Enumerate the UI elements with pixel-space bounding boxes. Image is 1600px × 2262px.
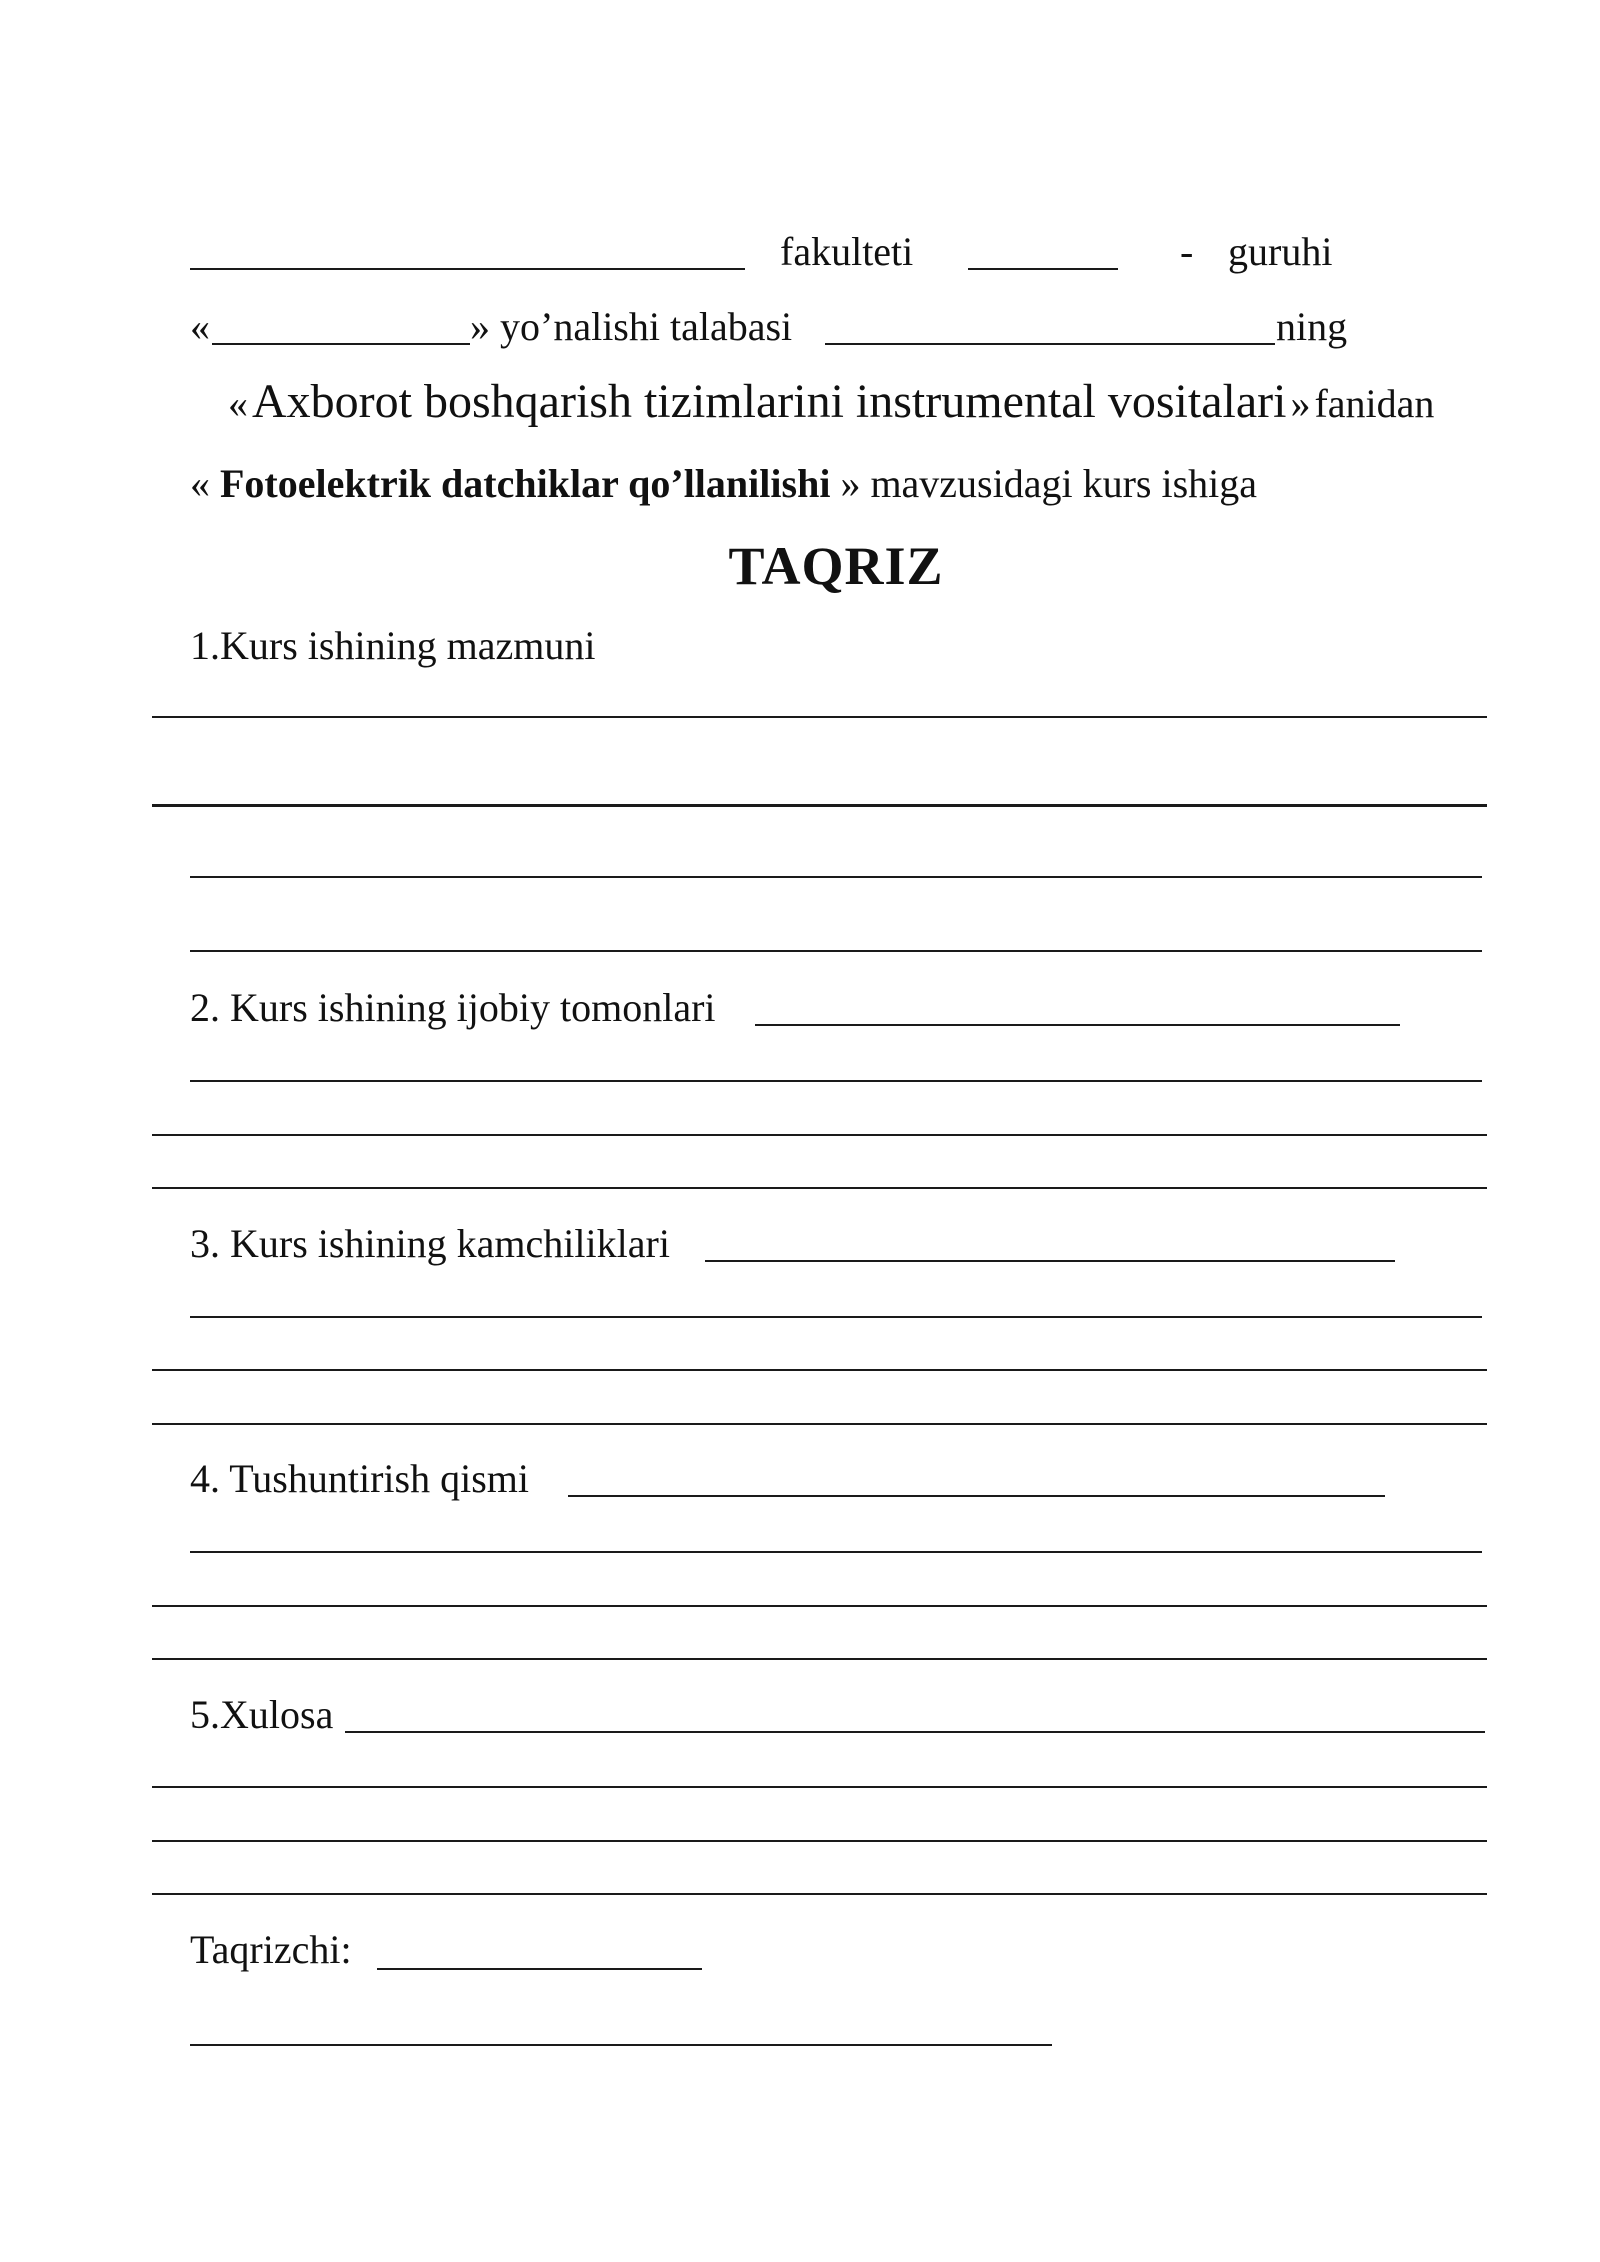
section-2-label: 2. Kurs ishining ijobiy tomonlari — [190, 985, 716, 1030]
page-title: TAQRIZ — [728, 536, 944, 596]
reviewer-signature-blank[interactable] — [190, 2044, 1052, 2046]
reviewer-label: Taqrizchi: — [190, 1927, 352, 1972]
section-3-inline-blank[interactable] — [705, 1260, 1395, 1262]
direction-quote-open: « — [190, 304, 210, 349]
section-4-answer-line-1[interactable] — [190, 1551, 1482, 1553]
group-blank[interactable] — [968, 268, 1118, 270]
faculty-blank[interactable] — [190, 268, 745, 270]
topic-line — [190, 460, 1257, 508]
subject-line — [228, 374, 1434, 430]
section-2-answer-line-1[interactable] — [190, 1080, 1482, 1082]
section-3-answer-line-2[interactable] — [152, 1369, 1487, 1371]
section-1-answer-line-4[interactable] — [190, 950, 1482, 952]
direction-text: » yo’nalishi talabasi — [470, 304, 793, 349]
section-4-inline-blank[interactable] — [568, 1495, 1385, 1497]
section-4-label: 4. Tushuntirish qismi — [190, 1456, 530, 1501]
section-1-answer-line-1[interactable] — [152, 716, 1487, 718]
section-3-answer-line-3[interactable] — [152, 1423, 1487, 1425]
student-ning-suffix: ning — [1276, 304, 1348, 349]
student-name-blank[interactable] — [825, 343, 1275, 345]
section-3-label: 3. Kurs ishining kamchiliklari — [190, 1221, 670, 1266]
topic-suffix: » mavzusidagi kurs ishiga — [840, 461, 1258, 506]
subject-suffix: fanidan — [1314, 381, 1435, 426]
section-1-answer-line-2[interactable] — [152, 804, 1487, 807]
faculty-suffix: fakulteti — [780, 229, 914, 274]
section-3-answer-line-1[interactable] — [190, 1316, 1482, 1318]
section-5-label: 5.Xulosa — [190, 1692, 334, 1737]
section-5-answer-line-2[interactable] — [152, 1840, 1487, 1842]
section-5-answer-line-1[interactable] — [152, 1786, 1487, 1788]
subject-name: Axborot boshqarish tizimlarini instrumental vositalari — [252, 375, 1287, 428]
topic-name: Fotoelektrik datchiklar qo’llanilishi — [220, 461, 831, 506]
section-1-answer-line-3[interactable] — [190, 876, 1482, 878]
section-1-label: 1.Kurs ishining mazmuni — [190, 623, 596, 668]
group-suffix: guruhi — [1228, 229, 1333, 274]
topic-quote-open: « — [190, 461, 210, 506]
section-5-answer-line-3[interactable] — [152, 1893, 1487, 1895]
subject-quote-open: « — [228, 381, 248, 426]
group-dash: - — [1180, 229, 1194, 274]
section-4-answer-line-3[interactable] — [152, 1658, 1487, 1660]
section-4-answer-line-2[interactable] — [152, 1605, 1487, 1607]
direction-blank[interactable] — [212, 343, 470, 345]
section-2-inline-blank[interactable] — [755, 1024, 1400, 1026]
reviewer-name-blank[interactable] — [377, 1968, 702, 1970]
section-2-answer-line-2[interactable] — [152, 1134, 1487, 1136]
section-2-answer-line-3[interactable] — [152, 1187, 1487, 1189]
subject-quote-close: » — [1290, 381, 1311, 426]
section-5-inline-blank[interactable] — [345, 1731, 1485, 1733]
